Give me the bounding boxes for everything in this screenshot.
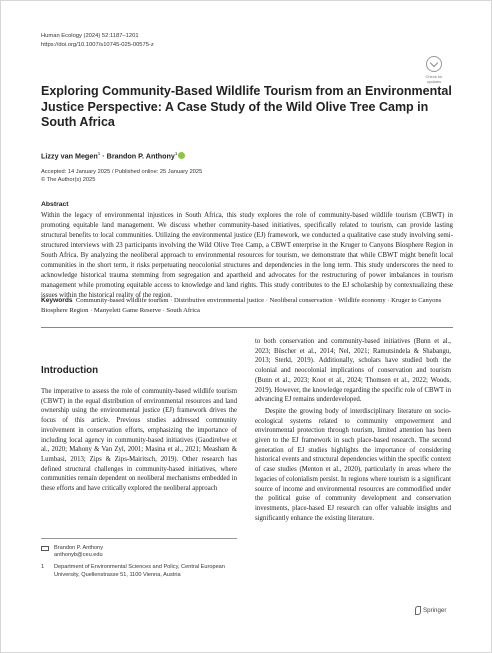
corresponding-author-name: Brandon P. Anthony [54,545,104,551]
section-divider [41,327,453,328]
introduction-heading: Introduction [41,365,99,376]
accepted-published-date: Accepted: 14 January 2025 / Published online: 25 January 2025 [41,169,203,175]
corresponding-author-note [41,545,237,559]
orcid-icon[interactable] [178,152,185,159]
doi-link[interactable]: https://doi.org/10.1007/s10745-025-00575-z [41,41,154,48]
author-name[interactable]: Brandon P. Anthony [106,151,175,161]
body-column-left: The imperative to assess the role of community-based wildlife tourism (CBWT) in the equal distribution of environmental resources and land ownership using the environmental justice (EJ) framework drives the focus of this article. Previous studies addressed community involvement in conservation efforts, emphasizing the importance of including local agency in community-based initiatives (Gaodirelwe et al., 2020; Mahony & Van Zyl, 2001; Masina et al., 2021; Measham & Lumbasi, 2013; Zips & Zips-Mairitsch, 2019). Other research has defined structural challenges in community-based initiatives, where communities remain dependent on neoliberal mechanisms embedded in these efforts and have critically explored the neoliberal approach [41,388,237,493]
copyright-notice: © The Author(s) 2025 [41,176,96,183]
author-line [41,151,185,160]
body-column-right [255,337,451,523]
keywords-label: Keywords [41,297,73,304]
article-title: Exploring Community-Based Wildlife Tourism from an Environmental Justice Perspective: A Case Study of the Wild Olive Tree Camp in South Africa [41,84,452,129]
check-updates-icon [426,56,442,72]
author-separator: · [100,151,107,161]
keywords [41,296,453,315]
check-for-updates-badge[interactable] [419,56,449,84]
publisher-name: Springer [423,606,447,614]
footnote-divider [41,538,237,539]
check-updates-label: Check for updates [425,74,443,84]
publication-dates [41,169,202,184]
affiliation-number: 1 [41,564,45,571]
abstract-text: Within the legacy of environmental injustices in South Africa, this study explores the role of community-based wildlife tourism (CBWT) in promoting equitable land management. We discuss whether community-based initiatives, specifically related to tourism, can provide lasting structural benefits to local communities. Utilizing the environmental justice (EJ) framework, we conducted a qualitative case study involving semi-structured interviews with 23 participants involving the Wild Olive Tree Camp, a CBWT enterprise in the Kruger to Canyons Biosphere Region in South Africa. By analyzing the neoliberal approach to environmental resources for tourism, we demonstrate that while CBWT might benefit local communities in the short term, it risks perpetuating neocolonial structures and dependencies in the long term. This study underscores the need to acknowledge historical trauma stemming from segregation and apartheid and advocates for the restructuring of power imbalances in tourism management while promoting equitable access to knowledge and land rights. This study contributes to the EJ scholarship by contextualizing these issues within the historical reality of the region. [41,212,453,299]
journal-meta [41,32,154,49]
author-name[interactable]: Lizzy van Megen [41,151,98,161]
journal-citation: Human Ecology (2024) 52:1187–1201 [41,33,139,39]
body-paragraph: Despite the growing body of interdisciplinary literature on socio-ecological systems related to community empowerment and environmental protection through tourism, limited attention has been given to the EJ framework in such place-based research. The second generation of EJ studies highlights the importance of considering historical events and structural dependencies within the specific context of case studies (Menton et al., 2020), particularly in areas where the legacies of colonialism persist. In regions where tourism is a significant source of income and environmental resources are commodified under the political guise of community development and conservation investments, place-based EJ research can offer valuable insights and significantly enhance the existing literature. [255,407,451,522]
keywords-text: Community-based wildlife tourism · Distributive environmental justice · Neoliberal conservation · Wildlife economy · Kruger to Canyons Biosphere Region · Manyeleti Game Reserve · South Africa [41,297,442,314]
affiliation-note [41,564,237,578]
springer-horse-icon [414,606,421,614]
affiliation-text: Department of Environmental Sciences and Policy, Central European University, Quellenstrasse 51, 1100 Vienna, Austria [54,564,225,578]
footnotes [41,545,237,584]
abstract-heading: Abstract [41,201,69,208]
envelope-icon [41,546,49,551]
springer-logo [414,606,446,614]
affiliation-mark: 1 [174,151,178,156]
body-paragraph: to both conservation and community-based initiatives (Bunn et al., 2023; Büscher et al., 2014; Nel, 2021; Ramutsindela & Shabangu, 2013; Sterkl, 2019). Additionally, scholars have studied both the colonial and neocolonial implications of conservation and tourism (Bunn et al., 2023; Koot et al., 2024; Thomsen et al., 2022; Woods, 2019). However, the knowledge regarding the specific role of CBWT in advancing EJ remains underdeveloped. [255,338,451,404]
affiliation-mark: 1 [97,151,101,156]
corresponding-author-email[interactable]: anthonyb@ceu.edu [54,552,103,559]
